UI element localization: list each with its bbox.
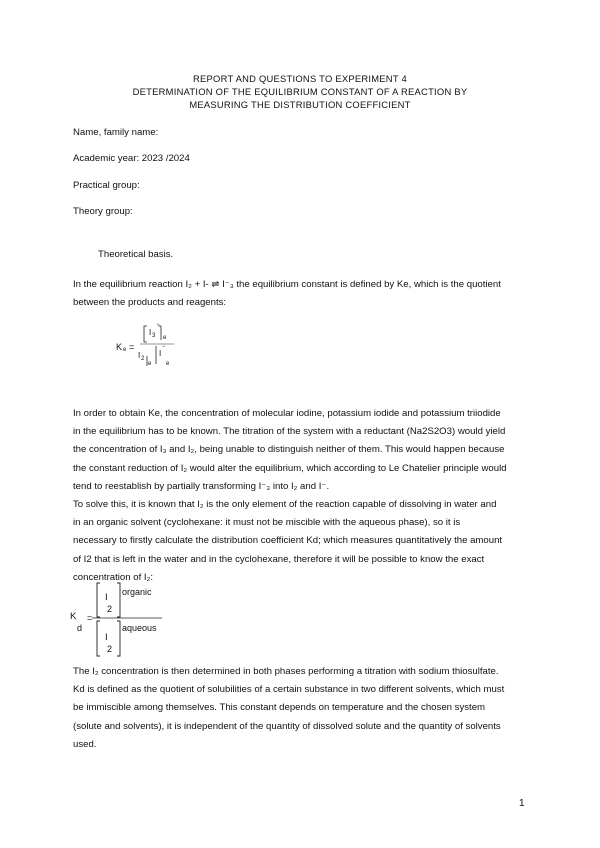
paragraph-line: the concentration of I₃ and I₂, being unable to distinguish neither of them. This would happen because [73,444,505,456]
paragraph-line: in an organic solvent (cyclohexane: it must not be miscible with the aqueous phase), so it is [73,517,461,529]
report-title-line-1: REPORT AND QUESTIONS TO EXPERIMENT 4 [193,73,407,84]
paragraph-line: of I2 that is left in the water and in the cyclohexane, therefore it will be possible to know the exact [73,553,485,565]
eq1-denominator-iodide-sup: − [162,344,166,350]
eq1-numerator-state: e [163,335,167,341]
intro-line: between the products and reagents: [73,297,227,309]
report-title-line-2: DETERMINATION OF THE EQUILIBRIUM CONSTANT OF A REACTION BY [132,86,468,97]
name-field-label: Name, family name: [73,127,159,138]
eq2-aqueous-label: aqueous [122,623,157,633]
intro-line: In the equilibrium reaction I₂ + I- ⇌ I⁻₃ the equilibrium constant is defined by Ke, which is the quotient [73,279,501,290]
explanation-paragraph [73,405,525,587]
theory-group-field-label: Theory group: [73,206,133,217]
eq1-brackets [110,322,210,370]
section-heading: Theoretical basis. [98,249,174,260]
practical-group-field-label: Practical group: [73,180,140,191]
paragraph-line: tend to reestablish by partially transforming I⁻₃ into I₂ and I⁻. [73,480,330,492]
paragraph-line: in the equilibrium has to be known. The titration of the system with a reductant (Na2S2O3) would yield [73,426,506,438]
distribution-paragraph [73,663,525,754]
paragraph-line: The I₂ concentration is then determined in both phases performing a titration with sodium thiosulfate. [73,666,499,677]
paragraph-line: To solve this, it is known that I₂ is the only element of the reaction capable of dissolving in water and [73,499,497,511]
eq1-denominator-iodide: I [159,349,162,358]
academic-year-field: Academic year: 2023 /2024 [73,153,190,164]
eq1-denominator-state-1: e [148,361,152,367]
eq2-denominator-i: I [105,632,108,643]
eq1-lhs: K [116,342,123,352]
eq1-denominator-i2-sub: 2 [141,356,145,362]
eq2-lhs: K [70,611,77,622]
distribution-coefficient-equation [70,580,200,660]
eq2-denominator-sub: 2 [107,644,113,654]
paragraph-line: be immiscible among themselves. This constant depends on temperature and the chosen system [73,702,486,714]
paragraph-line: used. [73,738,97,750]
eq1-numerator-i: I [149,328,152,337]
paragraph-line: In order to obtain Ke, the concentration of molecular iodine, potassium iodide and potassium triiodide [73,408,501,419]
paragraph-line: (solute and solvents), it is independent of the quantity of dissolved solute and the quantity of solvents [73,720,501,732]
eq1-numerator-sub: 3 [152,333,156,339]
paragraph-line: Kd is defined as the quotient of solubilities of a certain substance in two different solvents, which must [73,684,505,696]
intro-paragraph [73,276,525,312]
eq2-numerator-i: I [105,592,108,603]
paragraph-line: the constant reduction of I₂ would alter the equilibrium, which according to Le Chatelier principle would [73,462,507,474]
eq2-equals: = [87,613,93,623]
page-number: 1 [519,798,525,809]
eq1-numerator-sup: − [156,322,160,328]
eq2-numerator-sub: 2 [107,604,113,614]
eq1-lhs-sub: e [123,347,127,353]
eq2-organic-label: organic [122,587,152,597]
paragraph-line: necessary to firstly calculate the distribution coefficient Kd; which measures quantitatively the amount [73,535,503,547]
equilibrium-constant-equation [110,322,210,370]
report-title-line-3: MEASURING THE DISTRIBUTION COEFFICIENT [189,99,411,110]
eq1-denominator-i2: I [138,351,141,360]
eq2-lhs-sub: d [77,623,83,633]
eq1-denominator-state-2: e [166,361,170,367]
paragraph-line: concentration of I₂: [73,571,153,583]
eq1-equals: = [129,342,135,352]
